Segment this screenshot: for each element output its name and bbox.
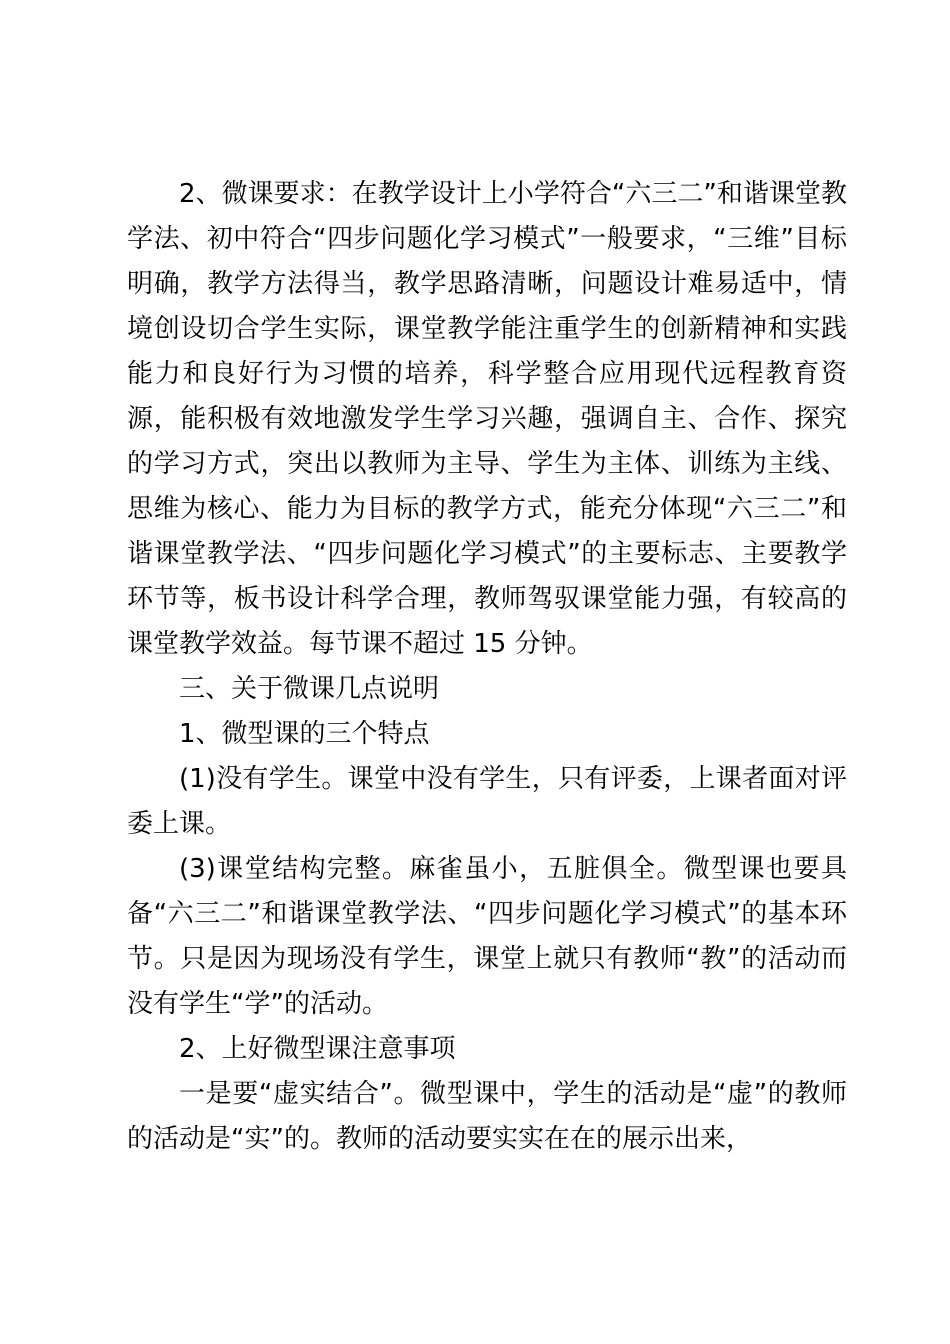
paragraph-virtual-real-combination: 一是要“虚实结合”。微型课中，学生的活动是“虚”的教师的活动是“实”的。教师的活动要实实在在的展示出来， bbox=[127, 1079, 847, 1154]
section-heading-micro-lesson-notes: 三、关于微课几点说明 bbox=[179, 674, 440, 704]
subheading-precautions: 2、上好微型课注意事项 bbox=[179, 1034, 456, 1064]
paragraph-feature-no-students: (1)没有学生。课堂中没有学生，只有评委，上课者面对评委上课。 bbox=[127, 764, 847, 839]
paragraph-micro-lesson-requirements: 2、微课要求：在教学设计上小学符合“六三二”和谐课堂教学法、初中符合“四步问题化学习模式”一般要求，“三维”目标明确，教学方法得当，教学思路清晰，问题设计难易适中，情境创设切合学生实际，课堂教学能注重学生的创新精神和实践能力和良好行为习惯的培养，科学整合应用现代远程教育资源，能积极有效地激发学生学习兴趣，强调自主、合作、探究的学习方式，突出以教师为主导、学生为主体、训练为主线、思维为核心、能力为目标的教学方式，能充分体现“六三二”和谐课堂教学法、“四步问题化学习模式”的主要标志、主要教学环节等，板书设计科学合理，教师驾驭课堂能力强，有较高的课堂教学效益。每节课不超过 15 分钟。 bbox=[127, 179, 847, 659]
subheading-three-features: 1、微型课的三个特点 bbox=[179, 719, 430, 749]
paragraph-feature-complete-structure: (3)课堂结构完整。麻雀虽小，五脏俱全。微型课也要具备“六三二”和谐课堂教学法、“四步问题化学习模式”的基本环节。只是因为现场没有学生，课堂上就只有教师“教”的活动而没有学生“学”的活动。 bbox=[127, 854, 847, 1019]
document-body bbox=[127, 172, 847, 1162]
